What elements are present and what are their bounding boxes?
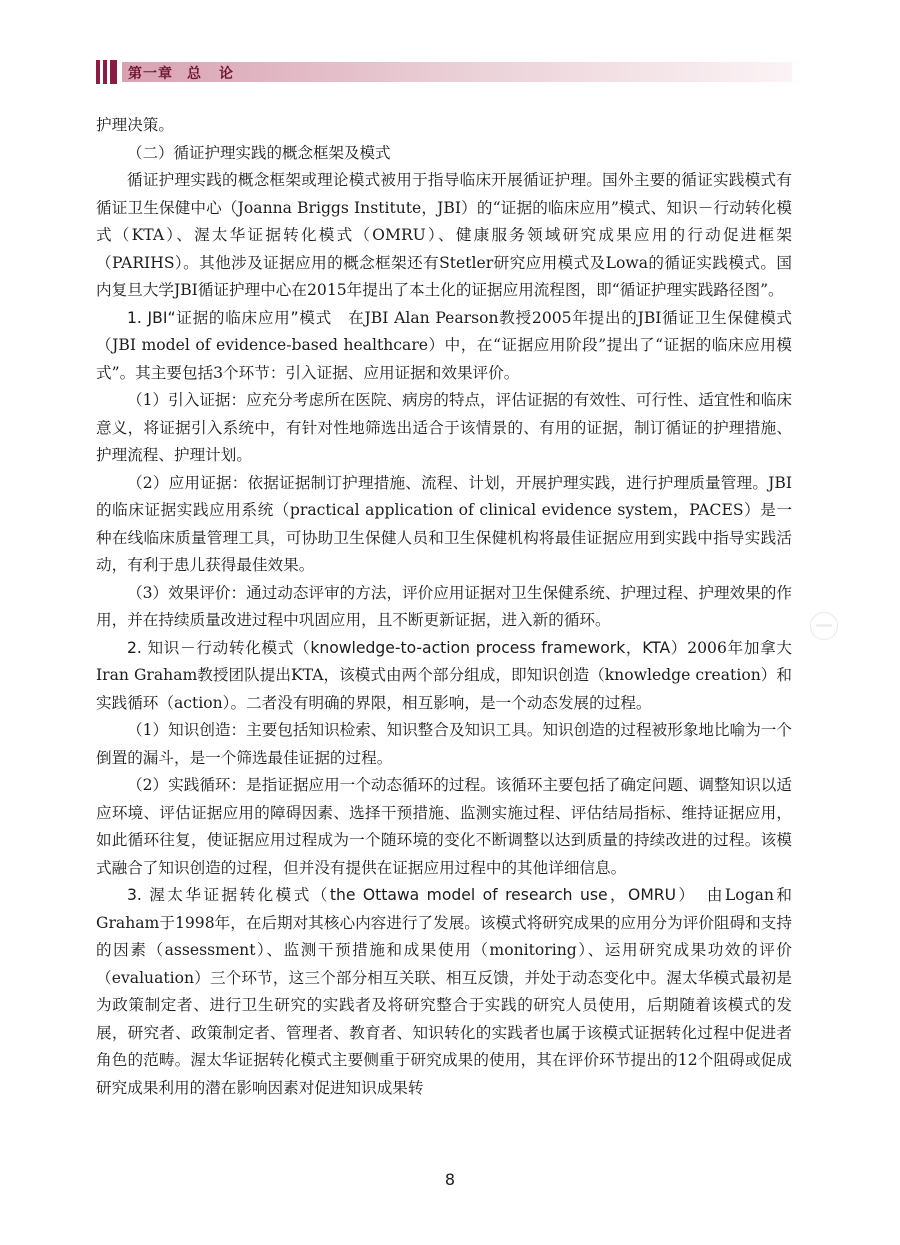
paragraph — [96, 635, 792, 718]
header-text — [128, 63, 251, 83]
subsection-label: 1. JBI“证据的临床应用”模式 — [127, 308, 332, 327]
subsection-label: 2. 知识－行动转化模式（knowledge-to-action process framework，KTA） — [127, 638, 688, 657]
header-bars-decoration — [96, 60, 118, 84]
chapter-title: 总论 — [187, 66, 251, 82]
paragraph: 护理决策。 — [96, 116, 174, 134]
paragraph-body: 由Logan和Graham于1998年，在后期对其核心内容进行了发展。该模式将研究成果的应用分为评价阻碍和支持的因素（assessment）、监测干预措施和成果使用（monitoring）、运用研究成果功效的评价（evaluation）三个环节，这三个部分相互关联、相互反馈，并处于动态变化中。渥太华模式最初是为政策制定者、进行卫生研究的实践者及将研究整合于实践的研究人员使用，后期随着该模式的发展，研究者、政策制定者、管理者、教育者、知识转化的实践者也属于该模式证据转化过程中促进者角色的范畴。渥太华证据转化模式主要侧重于研究成果的使用，其在评价环节提出的12个阻碍或促成研究成果利用的潜在影响因素对促进知识成果转 — [96, 886, 792, 1097]
paragraph: （2）实践循环：是指证据应用一个动态循环的过程。该循环主要包括了确定问题、调整知识以适应环境、评估证据应用的障碍因素、选择干预措施、监测实施过程、评估结局指标、维持证据应用，如此循环往复，使证据应用过程成为一个随环境的变化不断调整以达到质量的持续改进的过程。该模式融合了知识创造的过程，但并没有提供在证据应用过程中的其他详细信息。 — [96, 776, 792, 877]
running-header — [96, 60, 792, 84]
paragraph — [96, 882, 792, 1102]
watermark-icon — [810, 612, 838, 640]
chapter-label: 第一章 — [128, 66, 173, 82]
paragraph: （3）效果评价：通过动态评审的方法，评价应用证据对卫生保健系统、护理过程、护理效果的作用，并在持续质量改进过程中巩固应用，且不断更新证据，进入新的循环。 — [96, 583, 792, 629]
paragraph: （1）知识创造：主要包括知识检索、知识整合及知识工具。知识创造的过程被形象地比喻为一个倒置的漏斗，是一个筛选最佳证据的过程。 — [96, 721, 792, 767]
body-text — [96, 112, 792, 1102]
subsection-label: 3. 渥太华证据转化模式（the Ottawa model of research use，OMRU） — [127, 886, 689, 904]
paragraph: 循证护理实践的概念框架或理论模式被用于指导临床开展循证护理。国外主要的循证实践模式有循证卫生保健中心（Joanna Briggs Institute，JBI）的“证据的临床应用”模式、知识－行动转化模式（KTA）、渥太华证据转化模式（OMRU）、健康服务领域研究成果应用的行动促进框架（PARIHS）。其他涉及证据应用的概念框架还有Stetler研究应用模式及Lowa的循证实践模式。国内复旦大学JBI循证护理中心在2015年提出了本土化的证据应用流程图，即“循证护理实践路径图”。 — [96, 171, 792, 299]
paragraph-body: 在JBI Alan Pearson教授2005年提出的JBI循证卫生保健模式（JBI model of evidence-based healthcare）中，在“证据应用阶段”提出了“证据的临床应用模式”。其主要包括3个环节：引入证据、应用证据和效果评价。 — [96, 308, 792, 382]
paragraph-body: 2006年加拿大Iran Graham教授团队提出KTA，该模式由两个部分组成，即知识创造（knowledge creation）和实践循环（action）。二者没有明确的界限，相互影响，是一个动态发展的过程。 — [96, 638, 792, 712]
page-number: 8 — [444, 1170, 456, 1189]
paragraph — [96, 305, 792, 388]
paragraph: （1）引入证据：应充分考虑所在医院、病房的特点，评估证据的有效性、可行性、适宜性和临床意义，将证据引入系统中，有针对性地筛选出适合于该情景的、有用的证据，制订循证的护理措施、护理流程、护理计划。 — [96, 391, 792, 464]
section-heading: （二）循证护理实践的概念框架及模式 — [127, 143, 391, 162]
paragraph: （2）应用证据：依据证据制订护理措施、流程、计划，开展护理实践，进行护理质量管理。JBI的临床证据实践应用系统（practical application of clinical evidence system，PACES）是一种在线临床质量管理工具，可协助卫生保健人员和卫生保健机构将最佳证据应用到实践中指导实践活动，有利于患儿获得最佳效果。 — [96, 473, 792, 574]
